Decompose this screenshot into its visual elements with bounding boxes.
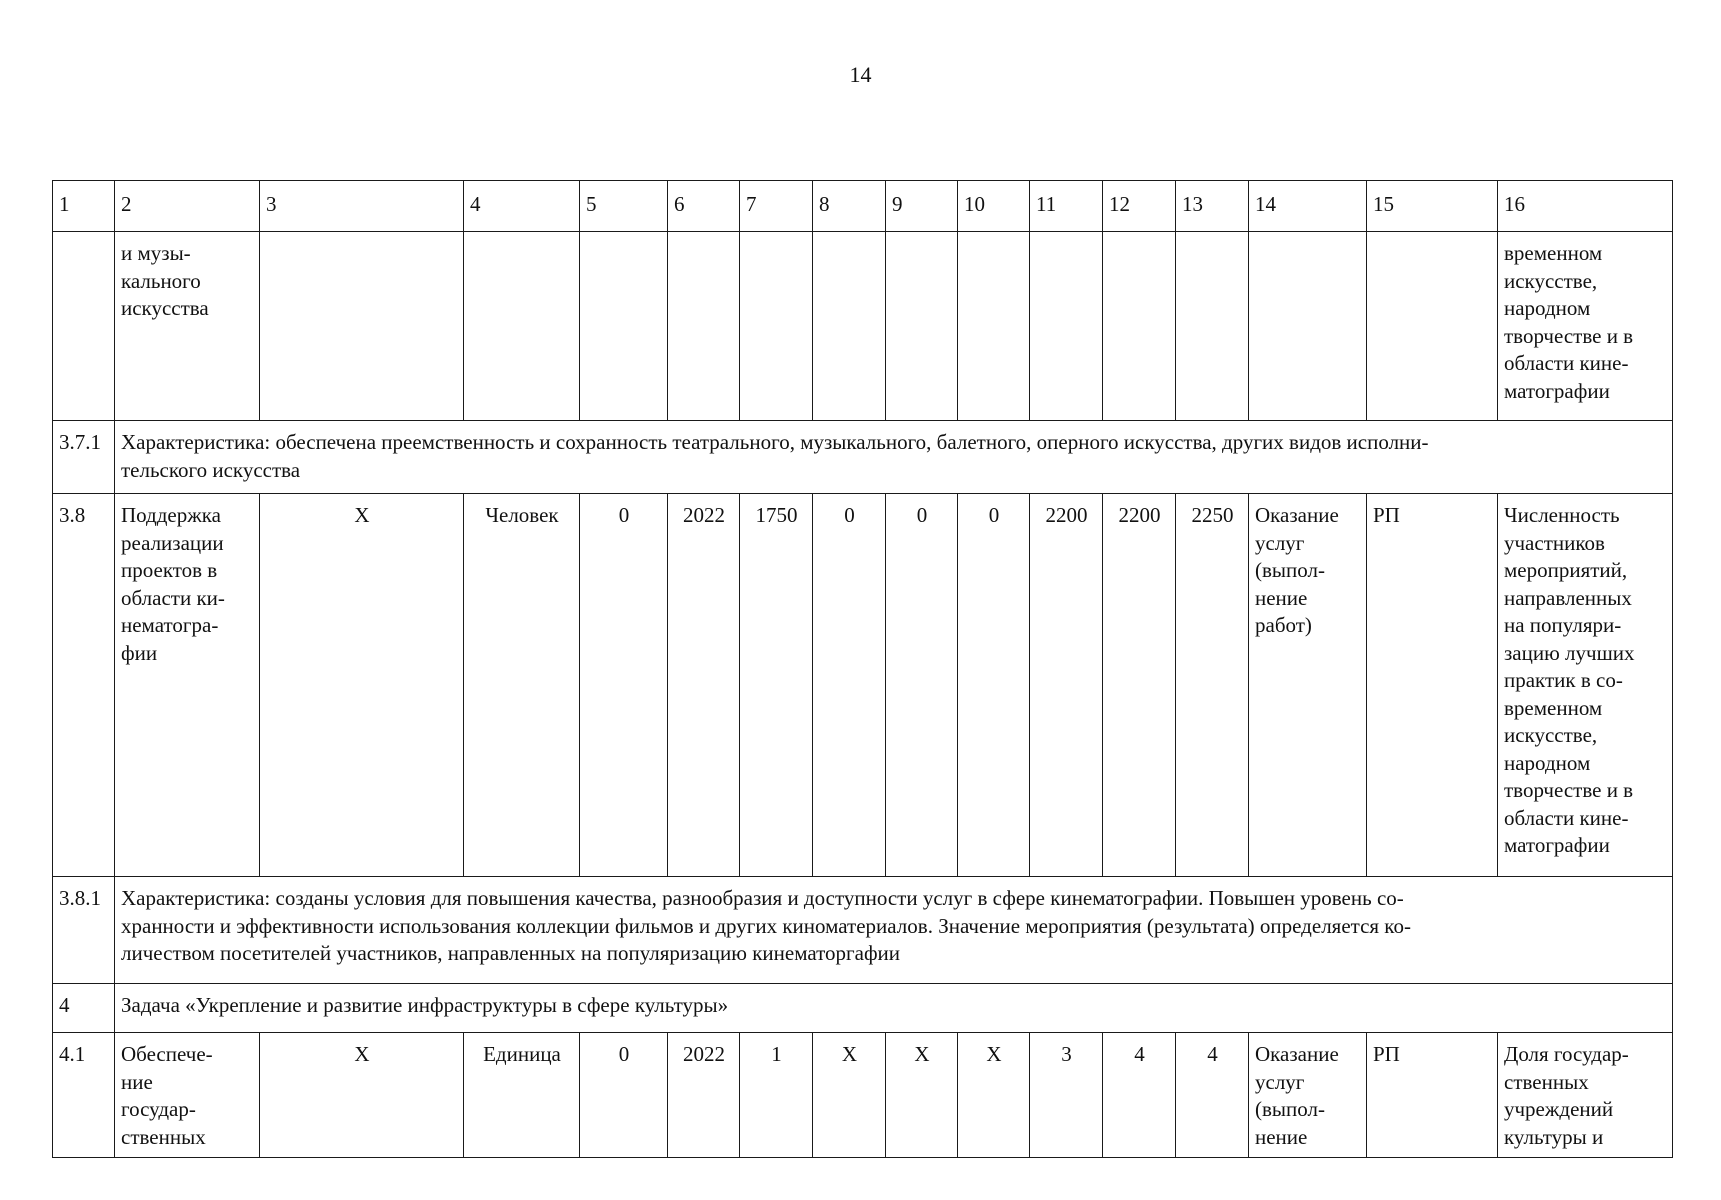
type-cell: Оказание услуг (выпол- нение [1249,1033,1367,1158]
cell: 1 [740,1033,813,1158]
characteristic-text: Характеристика: созданы условия для повышения качества, разнообразия и доступности услуг в сфере кинематографии. Повышен уровень со- хранности и эффективности использования коллекции фильмов и других киноматериалов. Значение мероприятия (результата) определяется ко- личеством посетителей участников, направленных на популяризацию кинематоргафии [115,877,1673,984]
cell: 2200 [1103,494,1176,877]
cell: 0 [886,494,958,877]
row-number: 3.8.1 [53,877,115,984]
cell: Х [260,494,464,877]
cell: 2250 [1176,494,1249,877]
column-number: 6 [668,181,740,232]
column-number: 7 [740,181,813,232]
column-number: 9 [886,181,958,232]
column-number: 13 [1176,181,1249,232]
cell: Х [813,1033,886,1158]
row-number: 3.7.1 [53,421,115,494]
cell: 4 [1103,1033,1176,1158]
column-number: 14 [1249,181,1367,232]
cell: Х [958,1033,1030,1158]
column-number: 4 [464,181,580,232]
column-number: 11 [1030,181,1103,232]
cell: 0 [813,494,886,877]
column-number: 2 [115,181,260,232]
table-row [53,1033,1673,1158]
column-number: 3 [260,181,464,232]
cell: 3 [1030,1033,1103,1158]
cell: 1750 [740,494,813,877]
column-number: 16 [1498,181,1673,232]
indicator-cell: временном искусстве, народном творчестве и в области кине- матографии [1498,232,1673,421]
column-number: 10 [958,181,1030,232]
level-cell: РП [1367,494,1498,877]
characteristic-row [53,877,1673,984]
row-number: 4.1 [53,1033,115,1158]
column-number: 15 [1367,181,1498,232]
cell: 4 [1176,1033,1249,1158]
cell: 2022 [668,494,740,877]
type-cell: Оказание услуг (выпол- нение работ) [1249,494,1367,877]
task-text: Задача «Укрепление и развитие инфраструктуры в сфере культуры» [115,984,1673,1033]
event-name-cell: Поддержка реализации проектов в области ки- нематогра- фии [115,494,260,877]
table-row-continued [53,232,1673,421]
program-table [52,180,1673,1158]
indicator-cell: Численность участников мероприятий, направленных на популяри- зацию лучших практик в со- временном искусстве, народном творчестве и в области кине- матографии [1498,494,1673,877]
unit-cell: Человек [464,494,580,877]
cell: 2200 [1030,494,1103,877]
event-name-cell: и музы- кального искусства [115,232,260,421]
characteristic-text: Характеристика: обеспечена преемственность и сохранность театрального, музыкального, балетного, оперного искусства, других видов исполни- тельского искусства [115,421,1673,494]
indicator-cell: Доля государ- ственных учреждений культуры и [1498,1033,1673,1158]
cell: 0 [580,1033,668,1158]
task-row [53,984,1673,1033]
characteristic-row [53,421,1673,494]
cell: Х [886,1033,958,1158]
column-number: 1 [53,181,115,232]
cell: 0 [580,494,668,877]
unit-cell: Единица [464,1033,580,1158]
column-number: 8 [813,181,886,232]
page-number: 14 [849,62,872,87]
cell: 0 [958,494,1030,877]
column-number: 12 [1103,181,1176,232]
table-row [53,494,1673,877]
level-cell: РП [1367,1033,1498,1158]
cell: Х [260,1033,464,1158]
cell: 2022 [668,1033,740,1158]
event-name-cell: Обеспече- ние государ- ственных [115,1033,260,1158]
row-number: 3.8 [53,494,115,877]
row-number: 4 [53,984,115,1033]
column-number-row [53,181,1673,232]
column-number: 5 [580,181,668,232]
